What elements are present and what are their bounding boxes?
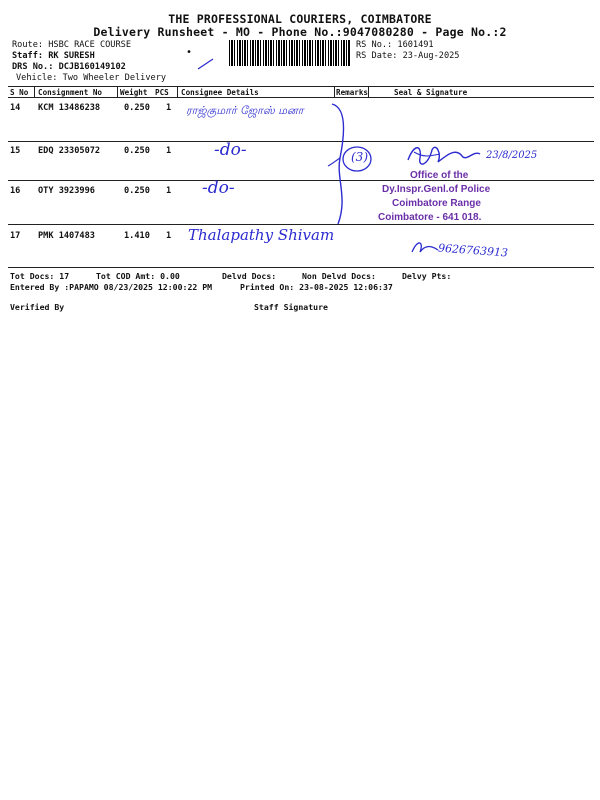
table-top-border	[8, 86, 594, 87]
company-title: THE PROFESSIONAL COURIERS, COIMBATORE	[168, 12, 432, 26]
row-weight: 1.410	[124, 231, 150, 241]
row-consignment: OTY 3923996	[38, 186, 95, 196]
row-sno: 16	[10, 186, 21, 196]
row-pcs: 1	[166, 186, 172, 196]
row-divider	[8, 141, 594, 142]
col-divider	[34, 86, 35, 97]
runsheet-subtitle: Delivery Runsheet - MO - Phone No.:9047080280 - Page No.:2	[93, 25, 507, 39]
row-pcs: 1	[166, 103, 172, 113]
row-pcs: 1	[166, 231, 172, 241]
dot-mark: •	[186, 47, 193, 58]
non-delivered-docs: Non Delvd Docs:	[302, 271, 376, 281]
row-weight: 0.250	[124, 186, 150, 196]
handwritten-ditto: -do-	[202, 178, 235, 198]
route-label: Route: HSBC RACE COURSE	[12, 40, 131, 50]
total-docs: Tot Docs: 17	[10, 271, 70, 281]
col-divider	[334, 86, 335, 97]
stamp-line-4: Coimbatore - 641 018.	[378, 212, 482, 223]
delivery-points: Delvy Pts:	[402, 271, 452, 281]
row-consignment: KCM 13486238	[38, 103, 101, 113]
verified-by-label: Verified By	[10, 302, 65, 312]
header-consignee: Consignee Details	[181, 88, 259, 97]
phone-signature-scribble	[410, 238, 440, 256]
vehicle-label: Vehicle: Two Wheeler Delivery	[16, 73, 167, 83]
stamp-line-3: Coimbatore Range	[392, 198, 481, 209]
stamp-line-2: Dy.Inspr.Genl.of Police	[382, 184, 491, 195]
rs-number: RS No.: 1601491	[356, 40, 434, 50]
row-sno: 17	[10, 231, 21, 241]
col-divider	[117, 86, 118, 97]
printed-on: Printed On: 23-08-2025 12:06:37	[240, 282, 393, 292]
entered-by: Entered By :PAPAMO 08/23/2025 12:00:22 PM	[10, 282, 213, 292]
row-consignment: EDQ 23305072	[38, 146, 101, 156]
row-weight: 0.250	[124, 146, 150, 156]
delivered-docs: Delvd Docs:	[222, 271, 277, 281]
remark-count: (3)	[351, 150, 368, 164]
signature-scribble	[404, 140, 484, 172]
header-consignment: Consignment No	[38, 88, 103, 97]
staff-signature-label: Staff Signature	[254, 302, 328, 312]
barcode	[229, 40, 351, 66]
stamp-line-1: Office of the	[410, 170, 469, 181]
rs-date: RS Date: 23-Aug-2025	[356, 51, 460, 61]
signature-date: 23/8/2025	[486, 150, 538, 161]
header-sno: S No	[10, 88, 29, 97]
drs-number: DRS No.: DCJB160149102	[12, 62, 126, 72]
row-pcs: 1	[166, 146, 172, 156]
col-divider	[368, 86, 369, 97]
header-seal-signature: Seal & Signature	[394, 88, 468, 97]
col-divider	[177, 86, 178, 97]
pen-tick-mark	[196, 56, 216, 72]
row-weight: 0.250	[124, 103, 150, 113]
row-sno: 14	[10, 103, 21, 113]
table-bottom-border	[8, 267, 594, 268]
handwritten-consignee: Thalapathy Shivam	[188, 226, 335, 244]
row-divider	[8, 224, 594, 225]
table-header-border	[8, 97, 594, 98]
handwritten-phone: 9626763913	[437, 241, 509, 260]
header-weight: Weight	[120, 88, 148, 97]
handwritten-ditto: -do-	[214, 140, 247, 160]
staff-label: Staff: RK SURESH	[12, 51, 95, 61]
header-remarks: Remarks	[336, 88, 369, 97]
row-divider	[8, 180, 594, 181]
row-consignment: PMK 1407483	[38, 231, 95, 241]
total-cod-amount: Tot COD Amt: 0.00	[96, 271, 180, 281]
header-pcs: PCS	[155, 88, 169, 97]
handwritten-consignee: ராஜ்குமார் ஜோஸ் மனா	[186, 104, 304, 117]
row-sno: 15	[10, 146, 21, 156]
